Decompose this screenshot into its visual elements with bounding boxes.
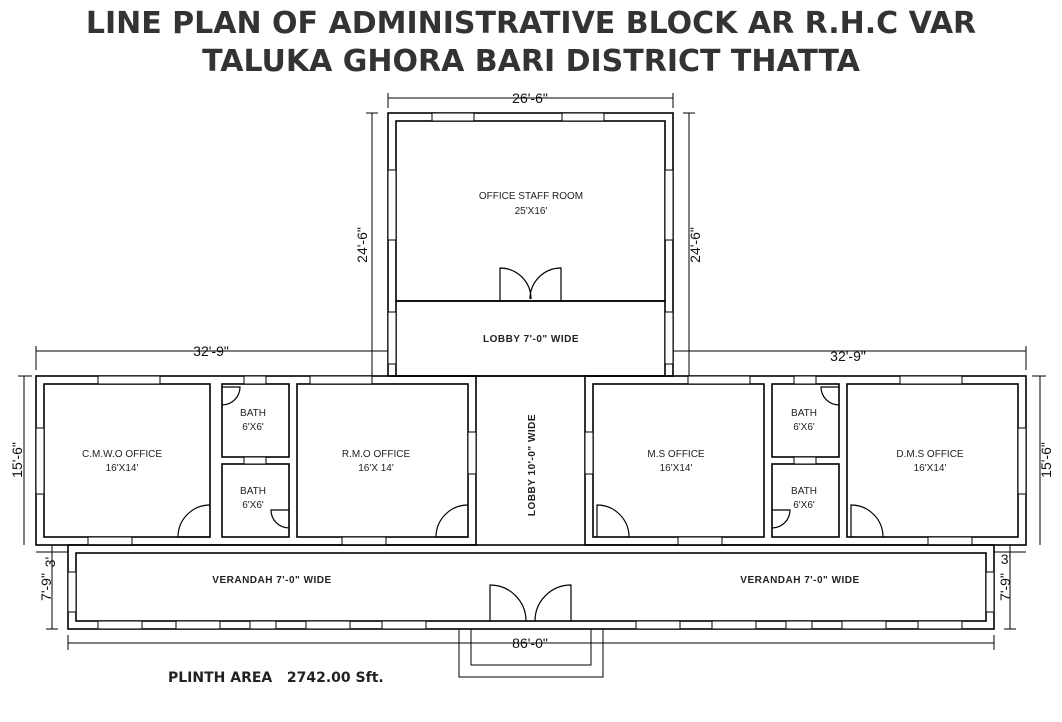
lobby-top-label: LOBBY 7'-0" WIDE [482, 334, 580, 345]
bath-left-top-label: BATH [240, 408, 266, 419]
rmo-office-label: R.M.O OFFICE [341, 449, 411, 460]
right-wing-block [585, 376, 1026, 545]
ms-office-size: 16'X14' [659, 463, 693, 474]
dms-office-size: 16'X14' [913, 463, 947, 474]
bath-right-bottom-label: BATH [791, 486, 817, 497]
dim-right-wing-height: 15'-6" [1038, 442, 1054, 478]
bath-right-bottom-size: 6'X6' [793, 500, 815, 511]
dms-office-label: D.M.S OFFICE [896, 449, 964, 460]
left-wing-block [36, 376, 476, 545]
dim-left-wing-height: 15'-6" [9, 442, 25, 478]
dim-right-height-top: 24'-6" [687, 227, 703, 263]
bath-left-bottom-size: 6'X6' [242, 500, 264, 511]
bath-left-top-size: 6'X6' [242, 422, 264, 433]
bath-left-bottom-label: BATH [240, 486, 266, 497]
dim-left-wing-width: 32'-9" [193, 343, 229, 359]
bath-right-top-size: 6'X6' [793, 422, 815, 433]
office-staff-room-label: OFFICE STAFF ROOM [478, 191, 584, 202]
verandah-right-label: VERANDAH 7'-0" WIDE [740, 575, 860, 586]
dim-verandah-right-height: 7'-9" [997, 573, 1013, 601]
verandah-left-label: VERANDAH 7'-0" WIDE [212, 575, 332, 586]
lobby-vertical-label: LOBBY 10'-0" WIDE [527, 413, 538, 517]
drawing-title-line-2: TALUKA GHORA BARI DISTRICT THATTA [202, 44, 860, 79]
dim-left-step: 3' [42, 556, 58, 568]
dim-left-height-top: 24'-6" [354, 227, 370, 263]
cmwo-office-label: C.M.W.O OFFICE [82, 449, 162, 460]
plinth-area-note: PLINTH AREA 2742.00 Sft. [168, 670, 384, 686]
dim-verandah-left-height: 7'-9" [38, 573, 54, 601]
cmwo-office-size: 16'X14' [105, 463, 139, 474]
verandah-block [68, 545, 994, 677]
ms-office-label: M.S OFFICE [647, 449, 705, 460]
dim-right-step: 3' [1000, 551, 1012, 567]
office-staff-room-size: 25'X16' [514, 206, 548, 217]
dimension-lines [18, 93, 1046, 650]
dim-top-width: 26'-6" [512, 90, 548, 106]
bath-right-top-label: BATH [791, 408, 817, 419]
dim-overall-width: 86'-0" [512, 635, 548, 651]
dim-right-wing-width: 32'-9" [830, 348, 866, 364]
drawing-title-line-1: LINE PLAN OF ADMINISTRATIVE BLOCK AR R.H.C VAR [85, 6, 977, 41]
rmo-office-size: 16'X 14' [358, 463, 394, 474]
